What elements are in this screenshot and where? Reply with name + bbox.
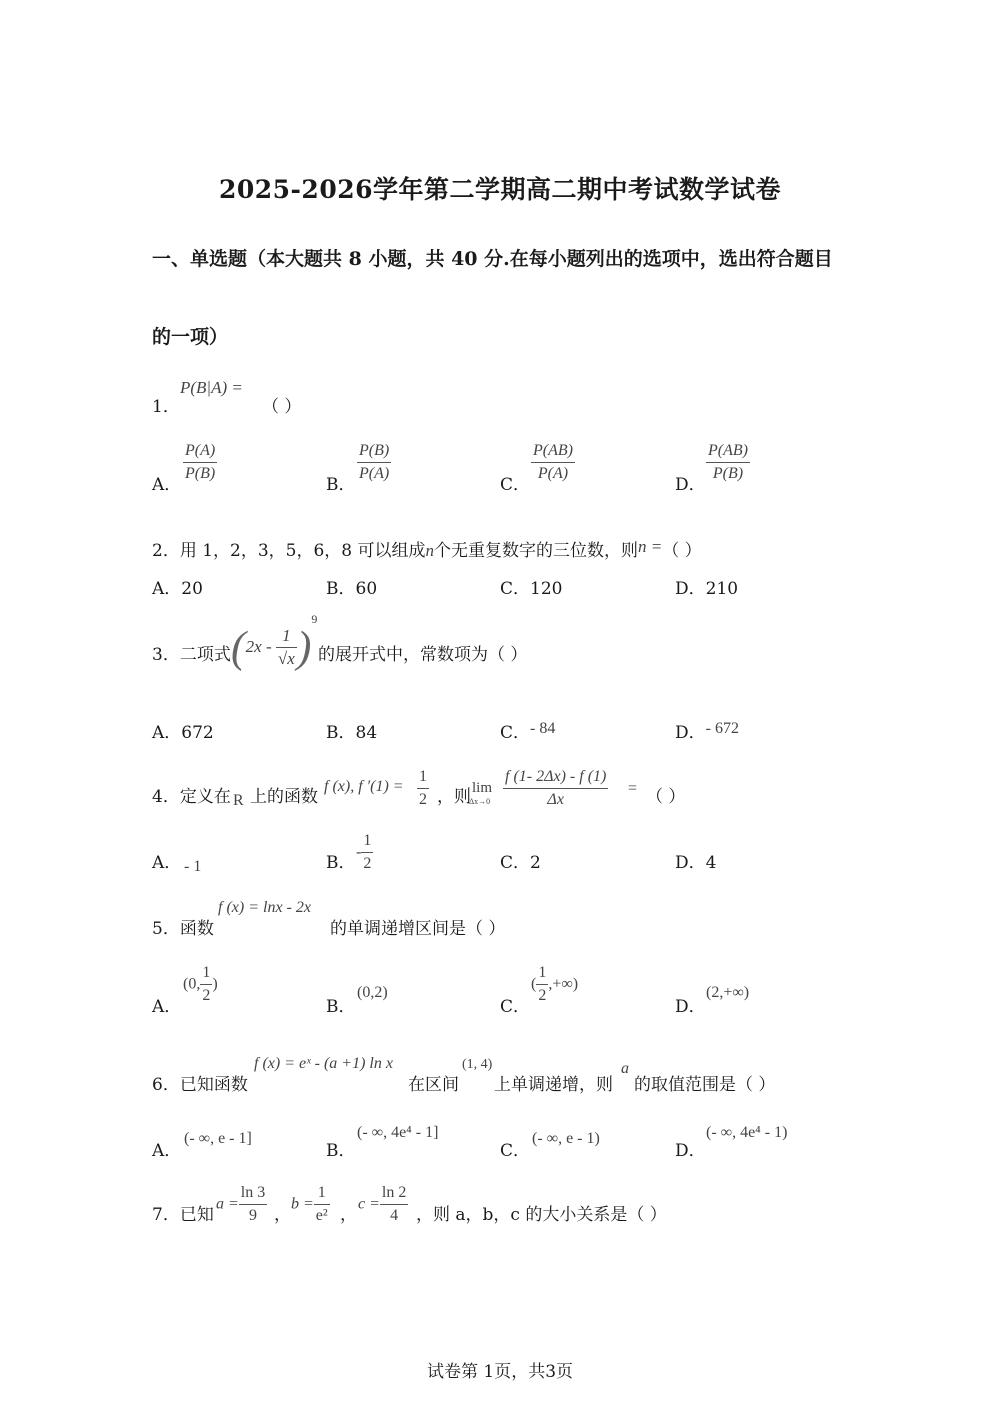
question-2-expression: n = [638, 537, 663, 556]
q6-option-a-value: (- ∞, e - 1] [184, 1130, 252, 1147]
question-4-limit-fraction: $\frac{f (1- 2\Delta x) - f (1)}{\Delta x}$ [505, 768, 607, 808]
q1-option-b-label: B． [326, 475, 356, 495]
question-3-text-b: 的展开式中，常数项为（ ） [318, 645, 528, 665]
q4-option-d: D．4 [675, 853, 717, 873]
q5-option-a-label: A． [152, 997, 182, 1017]
question-7-c-definition: c = $\frac{\ln 2}{4}$ [358, 1184, 407, 1224]
question-7-a-definition: a = $\frac{\ln 3}{9}$ [216, 1184, 266, 1224]
q1-option-b-fraction: $\frac{P(B)}{P(A)}$ [359, 442, 390, 482]
q4-option-b-value: - $\frac{1}{2}$ [356, 832, 372, 872]
q5-option-a-value: (0, $\frac{1}{2}$ ) [183, 964, 218, 1004]
question-5-text-a: 5．函数 [152, 919, 214, 939]
question-2-text-a: 用 1，2，3，5，6，8 可以组成 [179, 541, 426, 561]
q3-option-c: C．- 84 [500, 720, 556, 743]
q4-option-a-label: A． [152, 853, 182, 873]
question-4-text-a: 4．定义在 [152, 787, 231, 807]
q5-option-b-value: (0,2) [357, 984, 388, 1001]
question-1-expression: P(B|A) = [180, 378, 243, 397]
question-7-comma-1: ， [274, 1205, 291, 1225]
q6-option-d-label: D． [675, 1141, 706, 1161]
question-4-domain: R [233, 792, 244, 809]
question-6-text-a: 6．已知函数 [152, 1075, 248, 1095]
question-6-text-b: 在区间 [408, 1075, 459, 1095]
page-footer: 试卷第 1页，共3页 [426, 1362, 574, 1382]
question-3-number: 3．二项式 [152, 645, 231, 665]
question-4-eq: = [628, 780, 638, 797]
question-5-expression: f (x) = lnx - 2x [218, 899, 311, 916]
question-6-text-d: 的取值范围是（ ） [634, 1075, 776, 1095]
question-4-text-c: ，则 [437, 787, 471, 807]
question-2-stem [152, 536, 702, 561]
question-4-expression: f (x), f ′(1) = [324, 778, 404, 795]
q5-option-d-value: (2,+∞) [706, 984, 750, 1001]
q1-option-a-label: A． [152, 475, 182, 495]
section-heading-line2: 的一项） [152, 326, 229, 348]
question-1-number: 1． [152, 397, 180, 417]
question-6-text-c: 上单调递增，则 [494, 1075, 613, 1095]
q5-option-d-label: D． [675, 997, 706, 1017]
q1-option-d-label: D． [675, 475, 706, 495]
question-2-var-n: n [425, 541, 435, 560]
q6-option-d-value: (- ∞, 4e⁴ - 1) [706, 1124, 788, 1141]
q3-option-b: B．84 [326, 723, 378, 743]
question-1-paren: （ ） [262, 397, 302, 417]
question-6-var-a: a [621, 1060, 629, 1077]
q6-option-c-value: (- ∞, e - 1) [532, 1130, 600, 1147]
section-heading-line1: 一、单选题（本大题共 8 小题，共 40 分.在每小题列出的选项中，选出符合题目 [152, 248, 833, 270]
exam-title: 2025-2026学年第二学期高二期中考试数学试卷 [218, 175, 782, 204]
q3-option-d: D．- 672 [675, 720, 739, 743]
q4-option-a-value: - 1 [184, 858, 202, 875]
q5-option-c-value: ( $\frac{1}{2}$ ,+∞) [531, 964, 579, 1004]
q1-option-c-label: C． [500, 475, 531, 495]
question-3-binomial: (2x - $\frac{1}{√x}$ )$^9$ [231, 612, 318, 672]
question-6-expression: f (x) = eˣ - (a +1) ln x [254, 1055, 393, 1072]
q1-option-a-fraction: $\frac{P(A)}{P(B)}$ [185, 442, 216, 482]
q6-option-c-label: C． [500, 1141, 531, 1161]
q1-option-c-fraction: $\frac{P(AB)}{P(A)}$ [533, 442, 573, 482]
question-5-text-b: 的单调递增区间是（ ） [330, 919, 506, 939]
question-4-half: $\frac{1}{2}$ [419, 768, 427, 808]
q2-option-b: B．60 [326, 579, 378, 599]
q3-option-a: A．672 [152, 723, 214, 743]
q2-option-d: D．210 [675, 579, 739, 599]
q6-option-b-value: (- ∞, 4e⁴ - 1] [357, 1124, 439, 1141]
q6-option-a-label: A． [152, 1141, 182, 1161]
q4-option-b-label: B． [326, 853, 356, 873]
q2-option-c: C．120 [500, 579, 563, 599]
question-7-text-a: 7．已知 [152, 1205, 214, 1225]
question-4-paren: （ ） [646, 787, 686, 807]
q2-option-a: A．20 [152, 579, 203, 599]
q5-option-c-label: C． [500, 997, 531, 1017]
question-2-number: 2． [152, 541, 180, 561]
question-4-lim-sub: Δx→0 [469, 797, 491, 806]
q1-option-d-fraction: $\frac{P(AB)}{P(B)}$ [708, 442, 748, 482]
question-4-lim: lim [472, 780, 493, 796]
q4-option-c: C．2 [500, 853, 541, 873]
question-7-comma-2: ， [340, 1205, 357, 1225]
question-7-b-definition: b = $\frac{1}{\text{e²}}$ [291, 1184, 328, 1224]
q5-option-b-label: B． [326, 997, 356, 1017]
question-2-paren: （ ） [662, 541, 702, 561]
question-7-text-b: ，则 a，b，c 的大小关系是（ ） [416, 1205, 667, 1225]
question-6-interval: (1, 4) [462, 1057, 493, 1072]
question-4-text-b: 上的函数 [250, 787, 318, 807]
question-2-text-b: 个无重复数字的三位数，则 [434, 541, 639, 561]
q6-option-b-label: B． [326, 1141, 356, 1161]
